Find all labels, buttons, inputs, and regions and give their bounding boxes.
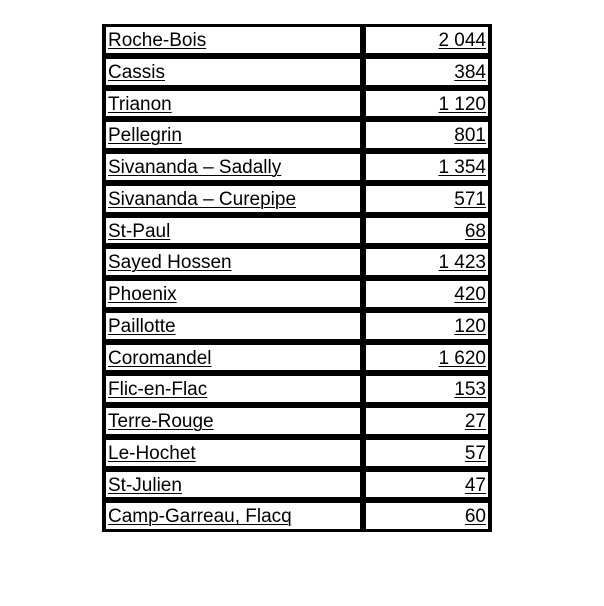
location-name-cell: Roche-Bois xyxy=(106,27,360,53)
location-name-cell: Sivananda – Sadally xyxy=(106,154,360,180)
location-name-cell: Pellegrin xyxy=(106,122,360,148)
location-name-cell: Terre-Rouge xyxy=(106,408,360,434)
count-value-cell: 1 620 xyxy=(366,345,488,371)
count-value-cell: 120 xyxy=(366,313,488,339)
location-name-cell: St-Paul xyxy=(106,218,360,244)
table-row xyxy=(102,373,492,405)
count-value-cell: 68 xyxy=(366,218,488,244)
data-table xyxy=(102,24,492,532)
table-row xyxy=(102,56,492,88)
count-value-cell: 571 xyxy=(366,186,488,212)
location-name-cell: Camp-Garreau, Flacq xyxy=(106,503,360,529)
count-value-cell: 47 xyxy=(366,472,488,498)
location-name-cell: Le-Hochet xyxy=(106,440,360,466)
location-name-cell: Cassis xyxy=(106,59,360,85)
location-name-cell: Flic-en-Flac xyxy=(106,376,360,402)
count-value-cell: 57 xyxy=(366,440,488,466)
count-value-cell: 2 044 xyxy=(366,27,488,53)
table-row xyxy=(102,405,492,437)
table-row xyxy=(102,88,492,120)
table-row xyxy=(102,437,492,469)
location-name-cell: Sayed Hossen xyxy=(106,249,360,275)
table-row xyxy=(102,278,492,310)
count-value-cell: 1 423 xyxy=(366,249,488,275)
table-row xyxy=(102,215,492,247)
location-name-cell: Paillotte xyxy=(106,313,360,339)
table-row xyxy=(102,183,492,215)
table-row xyxy=(102,342,492,374)
table-row xyxy=(102,246,492,278)
count-value-cell: 384 xyxy=(366,59,488,85)
table-row xyxy=(102,500,492,532)
count-value-cell: 60 xyxy=(366,503,488,529)
location-name-cell: Sivananda – Curepipe xyxy=(106,186,360,212)
table-row xyxy=(102,310,492,342)
table-row xyxy=(102,24,492,56)
count-value-cell: 153 xyxy=(366,376,488,402)
table-row xyxy=(102,151,492,183)
count-value-cell: 1 354 xyxy=(366,154,488,180)
location-name-cell: St-Julien xyxy=(106,472,360,498)
count-value-cell: 801 xyxy=(366,122,488,148)
location-name-cell: Phoenix xyxy=(106,281,360,307)
count-value-cell: 27 xyxy=(366,408,488,434)
location-name-cell: Coromandel xyxy=(106,345,360,371)
table-row xyxy=(102,469,492,501)
count-value-cell: 420 xyxy=(366,281,488,307)
table-row xyxy=(102,119,492,151)
count-value-cell: 1 120 xyxy=(366,91,488,117)
location-name-cell: Trianon xyxy=(106,91,360,117)
